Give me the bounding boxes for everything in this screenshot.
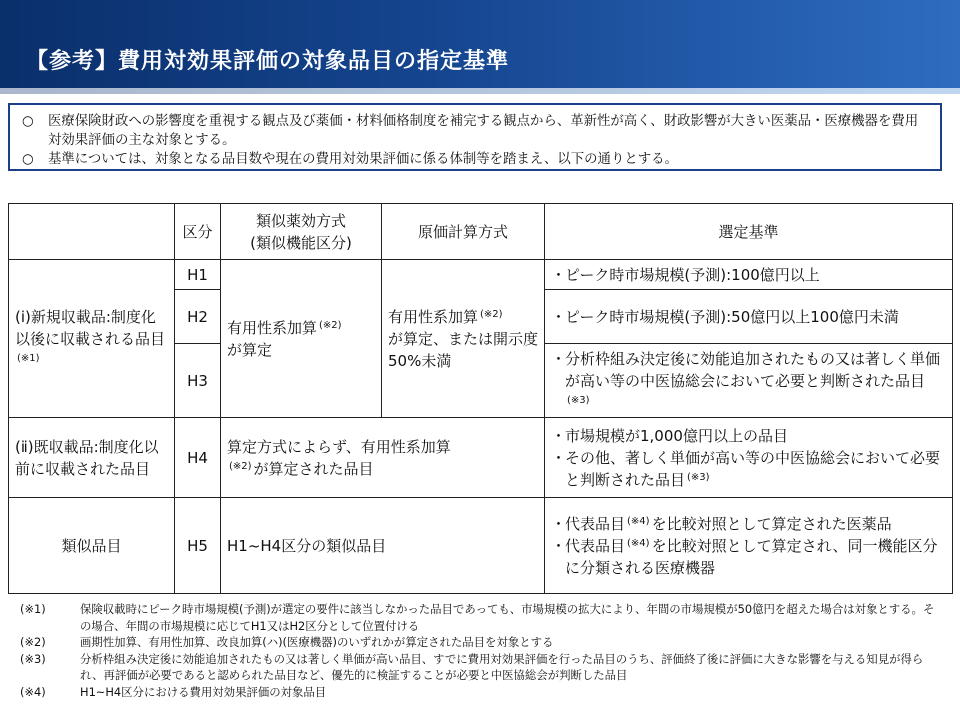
- footnote-text: H1~H4区分における費用対効果評価の対象品目: [80, 684, 327, 699]
- footnote-label: (※4): [20, 684, 46, 699]
- cost-text: が算定、または開示度50%未満: [388, 329, 539, 370]
- criteria-h4: [545, 418, 953, 498]
- header-category: [9, 204, 175, 260]
- method-text: が算定された品目: [253, 459, 374, 478]
- footnotes: [20, 601, 940, 700]
- criteria-h3: [545, 344, 953, 418]
- criteria-item: [551, 535, 946, 579]
- header-similar-line1: 類似薬効方式: [255, 211, 346, 230]
- group1-similar-cell: [221, 260, 382, 418]
- footnote-label: (※2): [20, 635, 46, 649]
- group2-label-cell: [9, 418, 175, 498]
- note-ref: (※3): [567, 394, 590, 406]
- group3-method: H1~H4区分の類似品目: [221, 498, 545, 594]
- similar-text: が算定: [227, 340, 273, 359]
- header-division: 区分: [175, 204, 221, 260]
- criteria-text: 市場規模が1,000億円以上の品目: [565, 426, 788, 445]
- division-h4: H4: [175, 418, 221, 498]
- criteria-h1: [545, 260, 953, 290]
- note-ref: (※2): [480, 308, 503, 320]
- criteria-text: を比較対照として算定された医薬品: [651, 514, 892, 533]
- footnote: [20, 601, 940, 634]
- table-header-row: [9, 204, 953, 260]
- bullet-dot: ・: [551, 349, 567, 368]
- intro-line: [22, 150, 928, 169]
- header-similar-method: [221, 204, 382, 260]
- division-h1: H1: [175, 260, 221, 290]
- criteria-item: [551, 513, 946, 535]
- bullet-dot: ・: [551, 307, 567, 326]
- criteria-item: [551, 348, 946, 414]
- footnote: [20, 634, 940, 651]
- intro-text: 医療保険財政への影響度を重視する観点及び薬価・材料価格制度を補完する観点から、革新性が高く、財政影響が大きい医薬品・医療機器を費用対効果評価の主な対象とする。: [48, 114, 919, 148]
- method-text: 算定方式によらず、有用性系加算: [227, 437, 451, 456]
- note-ref: (※4): [627, 515, 650, 527]
- bullet-dot: ・: [551, 265, 567, 284]
- circle-bullet-icon: ○: [22, 114, 34, 129]
- footnote-text: 画期性加算、有用性加算、改良加算(ハ)(医療機器)のいずれかが算定された品目を対象とする: [80, 635, 554, 649]
- criteria-item: [551, 425, 946, 447]
- group1-label: (ⅰ)新規収載品:制度化以後に収載される品目: [15, 307, 166, 348]
- table-row: [9, 418, 953, 498]
- note-ref: (※2): [319, 319, 342, 331]
- group1-label-cell: [9, 260, 175, 418]
- footnote-label: (※1): [20, 602, 46, 616]
- criteria-h2: [545, 290, 953, 344]
- criteria-text: 代表品目: [565, 536, 626, 555]
- bullet-dot: ・: [551, 448, 567, 467]
- note-ref: (※2): [229, 460, 252, 472]
- table-row: [9, 498, 953, 594]
- note-ref: (※1): [17, 352, 40, 364]
- bullet-dot: ・: [551, 536, 567, 555]
- title-banner: [0, 0, 960, 88]
- circle-bullet-icon: ○: [22, 152, 34, 167]
- similar-text: 有用性系加算: [227, 318, 318, 337]
- group1-cost-cell: [382, 260, 545, 418]
- note-ref: (※3): [687, 471, 710, 483]
- footnote: [20, 651, 940, 684]
- criteria-item: [551, 264, 946, 286]
- criteria-item: [551, 447, 946, 491]
- criteria-text: を比較対照として算定され、同一機能区分に分類される医療機器: [565, 536, 938, 577]
- criteria-text: その他、著しく単価が高い等の中医協総会において必要と判断された品目: [565, 448, 941, 489]
- title-underline: [0, 88, 960, 94]
- criteria-text: ピーク時市場規模(予測):100億円以上: [565, 265, 820, 284]
- header-cost-method: 原価計算方式: [382, 204, 545, 260]
- criteria-text: ピーク時市場規模(予測):50億円以上100億円未満: [565, 307, 899, 326]
- bullet-dot: ・: [551, 514, 567, 533]
- page-title: 【参考】費用対効果評価の対象品目の指定基準: [26, 49, 510, 74]
- criteria-text: 代表品目: [565, 514, 626, 533]
- footnote: [20, 684, 940, 701]
- group3-label: 類似品目: [9, 498, 175, 594]
- bullet-dot: ・: [551, 426, 567, 445]
- criteria-h5: [545, 498, 953, 594]
- intro-line: [22, 112, 928, 150]
- division-h3: H3: [175, 344, 221, 418]
- footnote-text: 保険収載時にピーク時市場規模(予測)が選定の要件に該当しなかった品目であっても、市場規模の拡大により、年間の市場規模が50億円を超えた場合は対象とする。その場合、年間の市場規模に応じてH1又はH2区分として位置付ける: [80, 602, 935, 633]
- cost-text: 有用性系加算: [388, 307, 479, 326]
- division-h5: H5: [175, 498, 221, 594]
- table-row: [9, 260, 953, 290]
- division-h2: H2: [175, 290, 221, 344]
- intro-box: [8, 103, 942, 171]
- header-similar-line2: (類似機能区分): [250, 233, 352, 252]
- header-criteria: 選定基準: [545, 204, 953, 260]
- group2-method-cell: [221, 418, 545, 498]
- criteria-item: [551, 306, 946, 328]
- criteria-table: [8, 203, 953, 594]
- note-ref: (※4): [627, 537, 650, 549]
- group2-label: (ⅱ)既収載品:制度化以前に収載された品目: [15, 437, 159, 478]
- criteria-text: 分析枠組み決定後に効能追加されたもの又は著しく単価が高い等の中医協総会において必要と判断された品目: [565, 349, 941, 390]
- footnote-label: (※3): [20, 651, 46, 666]
- intro-text: 基準については、対象となる品目数や現在の費用対効果評価に係る体制等を踏まえ、以下の通りとする。: [48, 152, 678, 167]
- footnote-text: 分析枠組み決定後に効能追加されたもの又は著しく単価が高い品目、すでに費用対効果評価を行った品目のうち、評価終了後に評価に大きな影響を与える知見が得られ、再評価が必要であると認められた品目など、優先的に検証することが必要と中医協総会が判断した品目: [80, 651, 924, 682]
